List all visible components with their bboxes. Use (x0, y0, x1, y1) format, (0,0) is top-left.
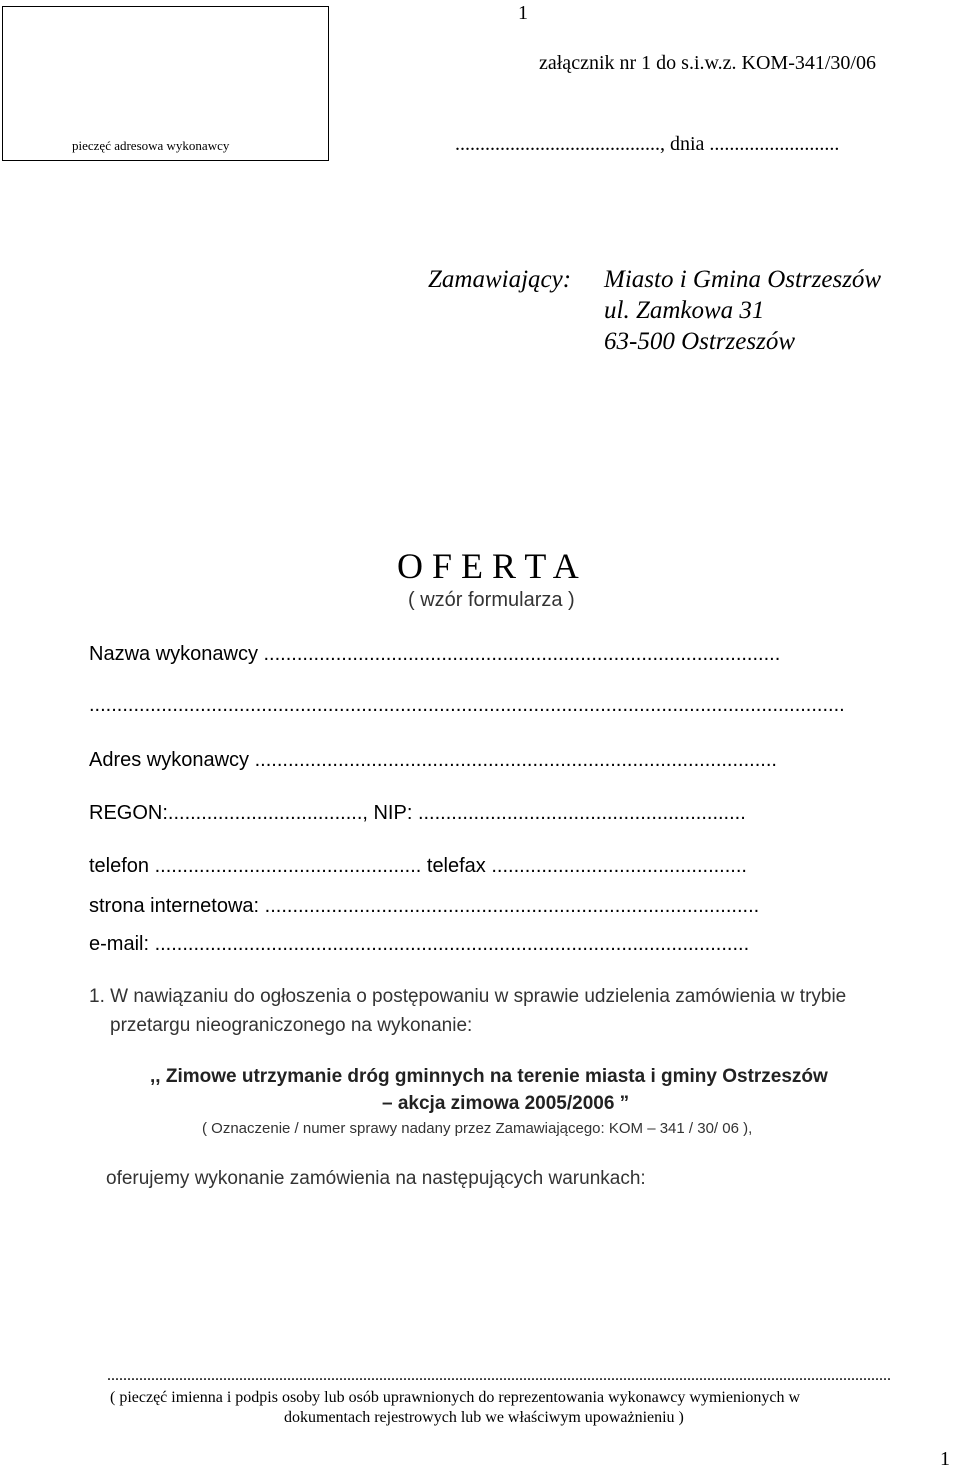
task-title-line1: ,, Zimowe utrzymanie dróg gminnych na terenie miasta i gminy Ostrzeszów (150, 1066, 828, 1087)
contractor-address-field: Adres wykonawcy .............................................................................................. (89, 749, 777, 771)
signature-dots: .................................................................................................................................................................................................... (107, 1367, 891, 1384)
document-subtitle: ( wzór formularza ) (408, 589, 575, 611)
website-field: strona internetowa: ......................................................................................... (89, 895, 760, 917)
section1-intro: 1. W nawiązaniu do ogłoszenia o postępowaniu w sprawie udzielenia zamówienia w trybie (89, 986, 847, 1007)
date-line: ........................................., dnia .......................... (455, 133, 840, 155)
email-field: e-mail: ........................................................................................................... (89, 933, 750, 955)
ordering-party-label: Zamawiający: (428, 266, 572, 293)
section1-intro-cont: przetargu nieograniczonego na wykonanie: (110, 1015, 473, 1036)
ordering-party-city: 63-500 Ostrzeszów (604, 328, 795, 355)
phone-fax-field: telefon ................................................ telefax .............................................. (89, 855, 747, 877)
attachment-reference: załącznik nr 1 do s.i.w.z. KOM-341/30/06 (539, 52, 876, 74)
contractor-name-field: Nazwa wykonawcy ............................................................................................. (89, 643, 781, 665)
ordering-party-street: ul. Zamkowa 31 (604, 297, 765, 324)
stamp-label: pieczęć adresowa wykonawcy (72, 138, 230, 153)
task-title-line2: – akcja zimowa 2005/2006 ” (382, 1093, 630, 1114)
regon-nip-field: REGON:..................................., NIP: ........................................................... (89, 802, 746, 824)
page-number-top: 1 (518, 2, 528, 24)
page-number-bottom: 1 (940, 1448, 950, 1470)
contractor-name-continuation: ........................................................................................................................................ (89, 694, 845, 716)
ordering-party-name: Miasto i Gmina Ostrzeszów (604, 266, 882, 293)
case-designation: ( Oznaczenie / numer sprawy nadany przez Zamawiającego: KOM – 341 / 30/ 06 ), (202, 1120, 753, 1137)
signature-caption-line1: ( pieczęć imienna i podpis osoby lub osób uprawnionych do reprezentowania wykonawcy wymienionych w (110, 1389, 801, 1406)
offer-statement: oferujemy wykonanie zamówienia na następujących warunkach: (106, 1168, 646, 1189)
document-title: O F E R T A (397, 546, 579, 586)
signature-caption-line2: dokumentach rejestrowych lub we właściwym upoważnieniu ) (284, 1409, 684, 1426)
